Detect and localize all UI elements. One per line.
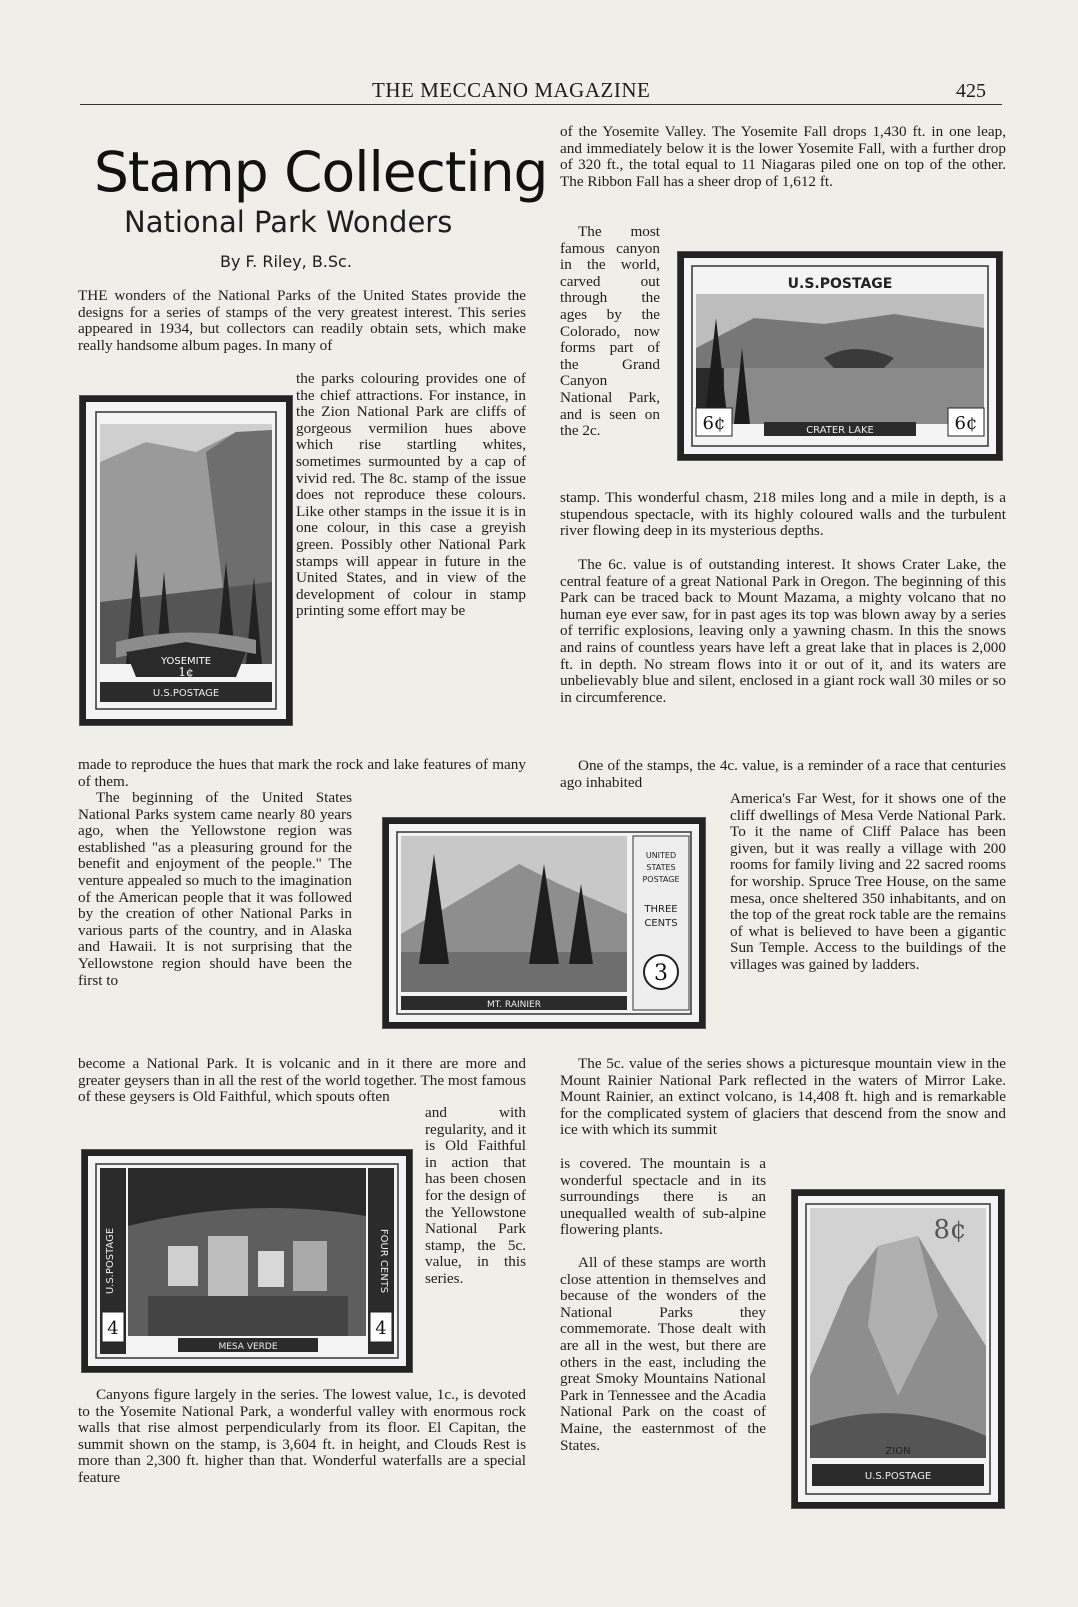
zion-banner: ZION [885,1446,911,1457]
stamp-crater-lake [678,252,1002,460]
paragraph-geysers: become a National Park. It is volcanic and in it there are more and greater geysers than in all the rest of the world together. The most famous of these geysers is Old Faithful, which spouts often [78,1055,526,1106]
page-number: 425 [956,80,986,102]
stamp-yosemite [80,396,292,725]
mesa-value-left: 4 [107,1318,119,1339]
rainier-side-united: UNITED [645,851,677,860]
paragraph-old-faithful: and with regularity, and it is Old Faithful in action that has been chosen for the design of the Yellowstone National Park stamp, the 5c. value, in this series. [425,1104,526,1287]
paragraph-canyons: Canyons figure largely in the series. The lowest value, 1c., is devoted to the Yosemite National Park, a wonderful valley with enormous rock walls that rise almost perpendicularly from its floor. El Capitan, the summit shown on the stamp, is 3,604 ft. in height, and Clouds Rest is more than 2,300 ft. higher than that. Wonderful waterfalls are a special feature [78,1386,526,1486]
rainier-side-states: STATES [646,863,676,872]
crater-value-left: 6¢ [702,413,726,434]
article-byline: By F. Riley, B.Sc. [220,252,352,271]
zion-bottom-text: U.S.POSTAGE [864,1471,932,1482]
zion-value: 8¢ [933,1215,967,1245]
article-subtitle: National Park Wonders [124,205,453,239]
rainier-banner: MT. RAINIER [487,1000,541,1010]
page-header [80,74,1002,105]
paragraph-colouring-end: made to reproduce the hues that mark the rock and lake features of many of them. [78,756,526,790]
crater-top-text: U.S.POSTAGE [787,276,893,292]
rainier-side-postage: POSTAGE [642,875,680,884]
crater-value-right: 6¢ [954,413,978,434]
yosemite-value: 1¢ [178,665,194,679]
mesa-verde-stamp-image [88,1156,406,1366]
paragraph-grand-canyon-end: stamp. This wonderful chasm, 218 miles long and a mile in depth, is a stupendous spectacle, with its highly coloured walls and the turbulent river flowing deep in its mysterious depths. [560,489,1006,540]
paragraph-crater-lake: The 6c. value is of outstanding interest. It shows Crater Lake, the central feature of a great National Park in Oregon. The beginning of this Park can be traced back to Mount Mazama, a mighty volcano that no human eye ever saw, for in past ages its top was blown away by a series of terrific explosions, leaving only a yawning chasm. In this the snows and rains of countless years have left a great lake that in places is 2,000 ft. in depth. No stream flows into it or out of it, and its waters are unbelievably blue and silent, enclosed in a giant rock wall 30 miles or so in circumference. [560,556,1006,706]
rainier-value: 3 [654,961,668,986]
mesa-banner: MESA VERDE [218,1342,278,1352]
paragraph-mesa-verde-cont: America's Far West, for it shows one of the cliff dwellings of Mesa Verde National Park. To it the name of Cliff Palace has been given, but it was really a village with 200 rooms for family living and 22 sacred rooms for worship. Spruce Tree House, on the same mesa, once sheltered 350 inhabitants, and on the top of the great rock table are the remains of what is believed to have been a gigantic Sun Temple. Access to the buildings of the villages was gained by ladders. [730,790,1006,973]
paragraph-rainier-end: is covered. The mountain is a wonderful spectacle and in its surroundings there is an unequalled wealth of sub-alpine flowering plants. [560,1155,766,1239]
paragraph-intro: THE wonders of the National Parks of the United States provide the designs for a series of stamps of the very greatest interest. This series appeared in 1934, but collectors can readily obtain sets, which make really handsome album pages. In many of [78,287,526,354]
crater-lake-stamp-image [684,258,996,454]
zion-stamp-image [798,1196,998,1502]
paragraph-yellowstone: The beginning of the United States National Parks system came nearly 80 years ago, when the Yellowstone region was established "as a pleasuring ground for the benefit and enjoyment of the people." The venture appealed so much to the imagination of the American people that it was followed by the creation of other National Parks in various parts of the country, and in Alaska and Hawaii. It is not surprising that the Yellowstone region should have been the first to [78,789,352,989]
stamp-mount-rainier [383,818,705,1028]
yosemite-banner: YOSEMITE [160,656,212,667]
mesa-left-text: U.S.POSTAGE [105,1227,116,1295]
stamp-zion [792,1190,1004,1508]
rainier-side-three: THREE [644,904,678,915]
rainier-stamp-image [389,824,699,1022]
mesa-right-text: FOUR CENTS [378,1228,389,1294]
stamp-mesa-verde [82,1150,412,1372]
paragraph-grand-canyon: The most famous canyon in the world, carved out through the ages by the Colorado, now forms part of the Grand Canyon National Park, and is seen on the 2c. [560,223,660,440]
magazine-title: THE MECCANO MAGAZINE [372,78,651,102]
paragraph-colouring: the parks colouring provides one of the chief attractions. For instance, in the Zion National Park are cliffs of gorgeous vermilion hues above which rise startling whites, sometimes surmounted by a cap of vivid red. The 8c. stamp of the issue does not reproduce these colours. Like other stamps in the issue it is in one colour, in this case a greyish green. Possibly other National Park stamps will appear in future in the United States, and in view of the development of colour in stamp printing some effort may be [296,370,526,620]
paragraph-rainier: The 5c. value of the series shows a picturesque mountain view in the Mount Rainier National Park reflected in the waters of Mirror Lake. Mount Rainier, an extinct volcano, is 14,408 ft. high and is remarkable for the complicated system of glaciers that descend from the snow and ice with which its summit [560,1055,1006,1139]
paragraph-waterfalls: of the Yosemite Valley. The Yosemite Fall drops 1,430 ft. in one leap, and immediately below it is the lower Yosemite Fall, with a further drop of 320 ft., the total equal to 11 Niagaras piled one on top of the other. The Ribbon Fall has a sheer drop of 1,612 ft. [560,123,1006,190]
yosemite-stamp-image [86,402,286,719]
rainier-side-cents: CENTS [644,918,678,929]
crater-banner: CRATER LAKE [806,425,874,436]
article-title: Stamp Collecting [94,140,548,204]
yosemite-bottom-text: U.S.POSTAGE [152,688,220,699]
paragraph-conclusion: All of these stamps are worth close attention in themselves and because of the wonders of the National Parks they commemorate. Those dealt with are all in the west, but there are others in the east, including the great Smoky Mountains National Park in Tennessee and the Acadia National Park on the coast of Maine, the easternmost of the States. [560,1254,766,1454]
mesa-value-right: 4 [375,1318,387,1339]
paragraph-mesa-verde: One of the stamps, the 4c. value, is a reminder of a race that centuries ago inhabited [560,757,1006,791]
